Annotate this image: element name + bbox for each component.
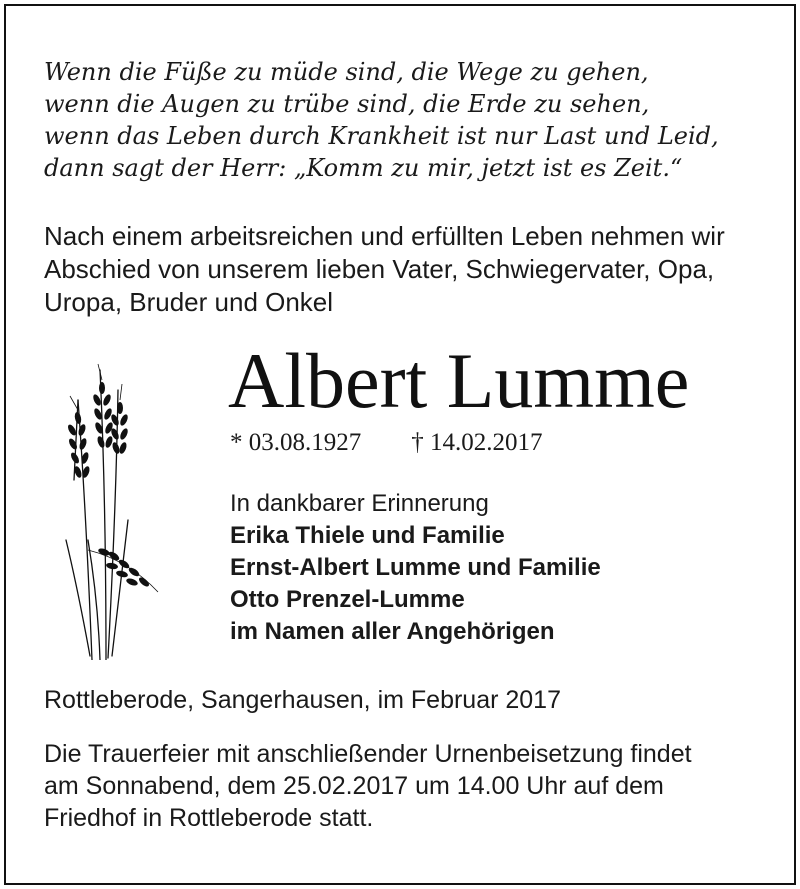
funeral-line: Friedhof in Rottleberode statt. (44, 804, 374, 832)
mourner-name: im Namen aller Angehörigen (230, 618, 555, 645)
mourners-heading: In dankbarer Erinnerung (230, 490, 489, 517)
poem-line: wenn die Augen zu trübe sind, die Erde zu sehen, (44, 90, 650, 118)
wheat-icon (48, 360, 168, 660)
intro-line: Abschied von unserem lieben Vater, Schwiegervater, Opa, (44, 254, 715, 284)
funeral-line: am Sonnabend, dem 25.02.2017 um 14.00 Uhr auf dem (44, 772, 664, 800)
funeral-line: Die Trauerfeier mit anschließender Urnenbeisetzung findet (44, 740, 692, 768)
poem (44, 56, 764, 184)
mourner-name: Ernst-Albert Lumme und Familie (230, 554, 601, 581)
intro-line: Uropa, Bruder und Onkel (44, 287, 334, 317)
funeral-info (44, 738, 692, 834)
mourner-name: Erika Thiele und Familie (230, 522, 505, 549)
intro-text (44, 220, 774, 319)
poem-line: wenn das Leben durch Krankheit ist nur Last und Leid, (44, 122, 719, 150)
intro-line: Nach einem arbeitsreichen und erfüllten Leben nehmen wir (44, 221, 725, 251)
poem-line: dann sagt der Herr: „Komm zu mir, jetzt ist es Zeit.“ (44, 154, 683, 182)
mourners-block (230, 488, 601, 648)
poem-line: Wenn die Füße zu müde sind, die Wege zu gehen, (44, 58, 649, 86)
birth-date: * 03.08.1927 (230, 429, 362, 456)
deceased-name: Albert Lumme (228, 337, 690, 424)
death-date: † 14.02.2017 (411, 429, 543, 456)
place-date: Rottleberode, Sangerhausen, im Februar 2017 (44, 686, 561, 714)
life-dates (230, 426, 543, 460)
mourner-name: Otto Prenzel-Lumme (230, 586, 465, 613)
